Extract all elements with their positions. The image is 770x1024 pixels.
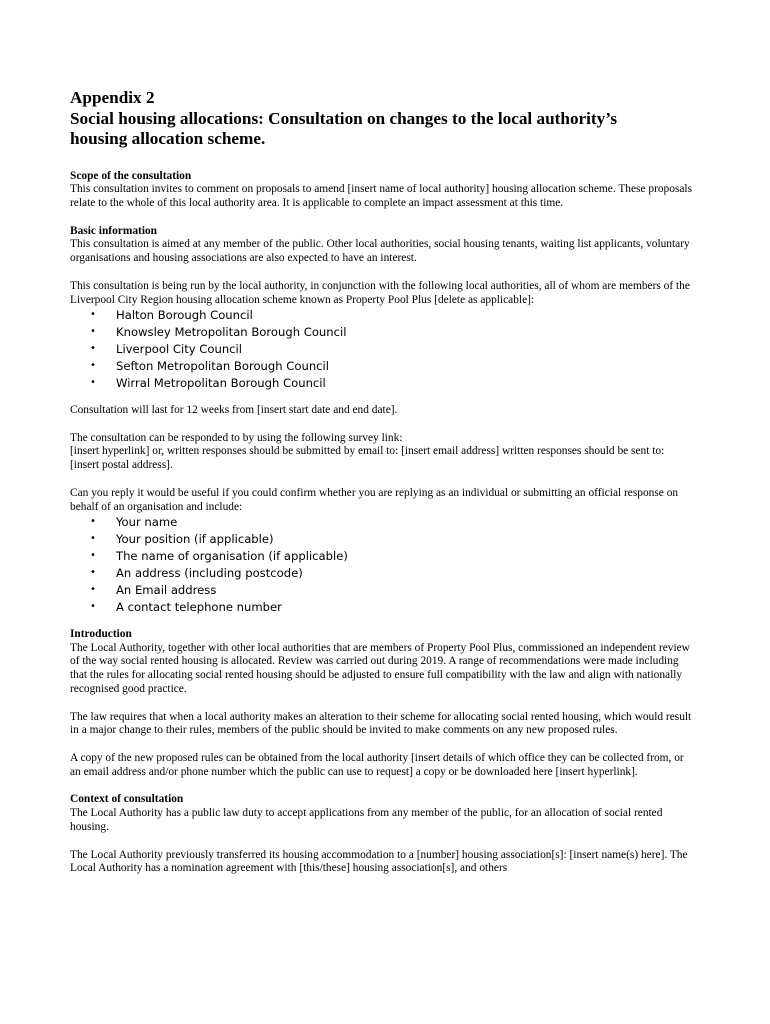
bullet-icon: • — [90, 584, 96, 595]
context-transfer-section — [70, 849, 695, 877]
reply-text: Can you reply it would be useful if you could confirm whether you are replying as an individual or submitting an official response on behalf of an organisation and include: — [70, 486, 679, 513]
bullet-icon: • — [90, 567, 96, 579]
context-text2: The Local Authority previously transferred its housing accommodation to a [number] housing association[s]: [insert name(s) here]. The Local Authority has a nomination agreement with [this/these] housing association[s], and others — [70, 848, 688, 875]
document-body — [70, 88, 695, 876]
councils-list — [70, 307, 695, 392]
bullet-icon: • — [90, 550, 96, 562]
context-text1: The Local Authority has a public law duty to accept applications from any member of the public, for an allocation of social rented housing. — [70, 807, 663, 833]
introduction-text1: The Local Authority, together with other local authorities that are members of Property Pool Plus, commissioned an independent review of the way social rented housing is allocated. Review was carried out during 2019. A range of recommendations were made including that the rules for allocating social rented housing should be adjusted to ensure full compatibility with the law and align with nationally recognised good practice. — [70, 641, 690, 695]
include-list-item-label: Your position (if applicable) — [116, 532, 274, 547]
include-list — [70, 514, 695, 615]
include-list-item-label: An address (including postcode) — [116, 566, 303, 581]
councils-intro: This consultation is being run by the local authority, in conjunction with the following local authorities, all of whom are members of the Liverpool City Region housing allocation scheme known as Property Pool Plus [delete as applicable]: — [70, 279, 690, 306]
introduction-copy-section — [70, 752, 695, 780]
title-main-line1: Social housing allocations: Consultation on changes to the local authority’s — [70, 108, 618, 128]
council-list-item — [70, 358, 695, 375]
title-main-line2: housing allocation scheme. — [70, 129, 266, 148]
council-list-item-label: Knowsley Metropolitan Borough Council — [116, 325, 347, 340]
basic-info-heading: Basic information — [70, 224, 158, 237]
council-list-item-label: Liverpool City Council — [116, 342, 243, 357]
respond-line2: [insert hyperlink] or, written responses should be submitted by email to: [insert email address] written responses should be sent to: [insert postal address]. — [70, 445, 665, 472]
bullet-icon: • — [90, 533, 96, 545]
bullet-icon: • — [90, 309, 96, 321]
basic-info-text: This consultation is aimed at any member of the public. Other local authorities, social housing tenants, waiting list applicants, voluntary organisations and housing associations are also expected to have an interest. — [70, 238, 690, 265]
council-list-item-label: Halton Borough Council — [116, 308, 253, 323]
document-title — [70, 88, 695, 150]
context-section — [70, 793, 695, 834]
scope-text: This consultation invites to comment on proposals to amend [insert name of local authority] housing allocation scheme. These proposals relate to the whole of this local authority area. It is applicable to complete an impact assessment at this time. — [70, 183, 693, 210]
include-list-item — [70, 514, 695, 531]
include-list-item — [70, 599, 695, 616]
councils-list-wrap — [70, 307, 695, 392]
include-list-item-label: A contact telephone number — [116, 599, 282, 614]
bullet-icon: • — [90, 377, 96, 389]
include-list-item-label: Your name — [116, 515, 178, 530]
council-list-item-label: Wirral Metropolitan Borough Council — [116, 376, 326, 391]
include-list-item — [70, 565, 695, 582]
basic-info-section — [70, 225, 695, 266]
introduction-law-section — [70, 711, 695, 739]
introduction-section — [70, 628, 695, 697]
include-list-item-label: An Email address — [116, 583, 217, 597]
duration-section — [70, 404, 695, 418]
respond-line1: The consultation can be responded to by using the following survey link: — [70, 431, 403, 444]
context-heading: Context of consultation — [70, 793, 184, 806]
introduction-text3: A copy of the new proposed rules can be obtained from the local authority [insert details of which office they can be collected from, or an email address and/or phone number which the public can use to request] a copy or be downloaded here [insert hyperlink]. — [70, 751, 684, 778]
council-list-item — [70, 341, 695, 358]
council-list-item — [70, 307, 695, 324]
introduction-heading: Introduction — [70, 627, 132, 640]
include-list-wrap — [70, 514, 695, 615]
council-list-item — [70, 375, 695, 392]
title-appendix: Appendix 2 — [70, 88, 155, 107]
council-list-item — [70, 324, 695, 341]
bullet-icon: • — [90, 343, 96, 355]
bullet-icon: • — [90, 516, 96, 528]
council-list-item-label: Sefton Metropolitan Borough Council — [116, 359, 330, 374]
respond-section — [70, 432, 695, 473]
introduction-text2: The law requires that when a local authority makes an alteration to their scheme for allocating social rented housing, which would result in a major change to their rules, members of the public should be invited to make comments on any new proposed rules. — [70, 710, 692, 737]
include-list-item — [70, 582, 695, 599]
bullet-icon: • — [90, 360, 96, 372]
bullet-icon: • — [90, 600, 96, 612]
include-list-item-label: The name of organisation (if applicable) — [116, 549, 348, 564]
scope-section — [70, 170, 695, 211]
duration-text: Consultation will last for 12 weeks from [insert start date and end date]. — [70, 404, 398, 416]
bullet-icon: • — [90, 326, 96, 338]
include-list-item — [70, 531, 695, 548]
scope-heading: Scope of the consultation — [70, 169, 192, 182]
include-list-item — [70, 548, 695, 565]
